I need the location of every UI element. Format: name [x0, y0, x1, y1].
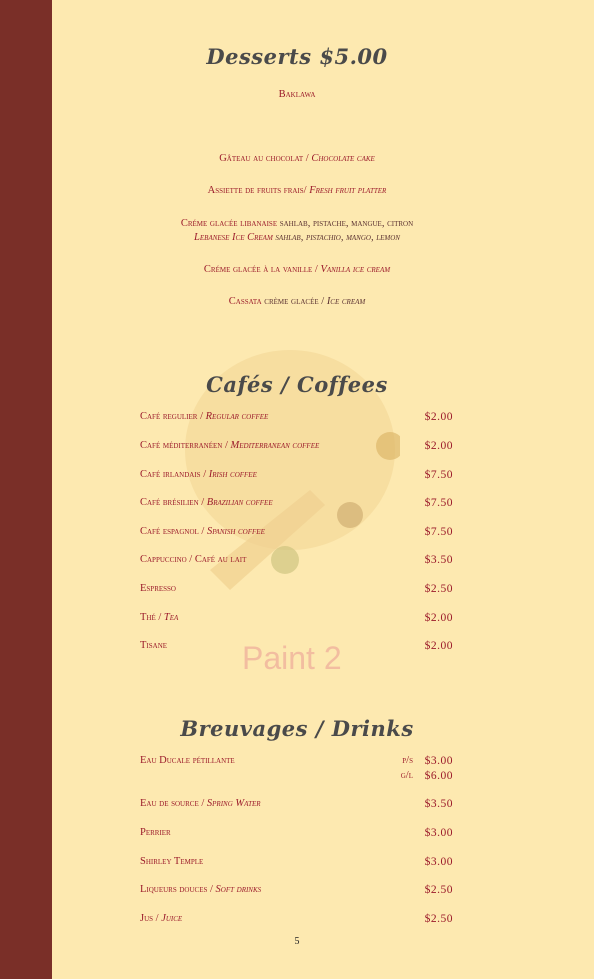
item-price: $3.50 [424, 798, 453, 810]
item-price: $3.50 [424, 554, 453, 566]
dessert-flavors-fr: sahlab, pistache, mangue, citron [279, 218, 414, 229]
item-name: Café brésilien / Brazilian coffee [140, 497, 273, 508]
item-price: $2.50 [424, 884, 453, 896]
item-price: $2.50 [424, 583, 453, 595]
dessert-baklawa [0, 89, 594, 100]
menu-row-eau-ducale [140, 755, 453, 785]
menu-row-drink [140, 798, 453, 809]
menu-row-coffee [140, 526, 453, 537]
item-name: Cappuccino / Café au lait [140, 554, 247, 565]
menu-row-drink [140, 856, 453, 867]
dessert-name-en: Fresh fruit platter [309, 185, 387, 196]
dessert-name-fr: Créme glacée libanaise [180, 218, 280, 229]
item-price: $3.00 [424, 827, 453, 839]
item-name: Eau Ducale pétillante [140, 755, 235, 766]
item-size: p/s [402, 755, 413, 766]
dessert-name-fr: Gâteau au chocolat / [219, 153, 312, 164]
dessert-name-fr: Cassata [228, 296, 265, 307]
dessert-name-en: Lebanese Ice Cream [194, 232, 276, 243]
item-price: $3.00 [424, 856, 453, 868]
dessert-cassata [0, 296, 594, 307]
page-number: 5 [294, 936, 300, 947]
item-name: Thé / Tea [140, 612, 179, 623]
dessert-name-en: Vanilla ice cream [320, 264, 391, 275]
menu-row-drink [140, 827, 453, 838]
drinks-heading: Breuvages / Drinks [180, 716, 414, 741]
item-name: Eau de source / Spring Water [140, 798, 261, 809]
item-price: $2.00 [424, 612, 453, 624]
dessert-name-fr: Assiette de fruits frais/ [207, 185, 310, 196]
menu-row-coffee [140, 640, 453, 651]
item-price: $6.00 [424, 770, 453, 782]
item-price: $2.50 [424, 913, 453, 925]
watermark-text: Paint 2 [242, 640, 342, 676]
menu-row-coffee [140, 411, 453, 422]
item-name: Café regulier / Regular coffee [140, 411, 269, 422]
dessert-chocolate-cake [0, 153, 594, 164]
item-name: Shirley Temple [140, 856, 204, 867]
item-name: Espresso [140, 583, 176, 594]
item-price: $7.50 [424, 469, 453, 481]
item-price: $2.00 [424, 440, 453, 452]
item-name: Perrier [140, 827, 171, 838]
menu-row-coffee [140, 469, 453, 480]
item-name: Liqueurs douces / Soft drinks [140, 884, 262, 895]
menu-row-coffee [140, 440, 453, 451]
menu-row-drink [140, 884, 453, 895]
item-name: Café irlandais / Irish coffee [140, 469, 257, 480]
dessert-name-fr: Créme glacée à la vanille / [203, 264, 321, 275]
item-price: $2.00 [424, 640, 453, 652]
dessert-lebanese-ice-cream-fr [0, 218, 594, 229]
item-name: Café espagnol / Spanish coffee [140, 526, 265, 537]
dessert-vanilla-ice-cream [0, 264, 594, 275]
desserts-heading: Desserts $5.00 [206, 44, 388, 69]
dessert-fruit-platter [0, 185, 594, 196]
dessert-name-en: Chocolate cake [311, 153, 375, 164]
dessert-sub-fr: crème glacée / [264, 296, 327, 307]
item-name: Café méditerranéen / Mediterranean coffee [140, 440, 320, 451]
menu-row-coffee [140, 554, 453, 565]
coffees-heading: Cafés / Coffees [206, 372, 388, 397]
item-price: $7.50 [424, 497, 453, 509]
left-sidebar-band [0, 0, 52, 979]
menu-row-coffee [140, 497, 453, 508]
item-price: $7.50 [424, 526, 453, 538]
menu-row-coffee [140, 583, 453, 594]
dessert-lebanese-ice-cream-en [0, 232, 594, 243]
item-name: Tisane [140, 640, 168, 651]
menu-row-coffee [140, 612, 453, 623]
dessert-name-en: Ice cream [326, 296, 366, 307]
item-name: Jus / Juice [140, 913, 183, 924]
menu-row-drink [140, 913, 453, 924]
item-price: $2.00 [424, 411, 453, 423]
dessert-name-fr: Baklawa [278, 89, 316, 100]
item-price: $3.00 [424, 755, 453, 767]
dessert-flavors-en: sahlab, pistachio, mango, lemon [275, 232, 400, 243]
item-size: g/l [400, 770, 413, 781]
